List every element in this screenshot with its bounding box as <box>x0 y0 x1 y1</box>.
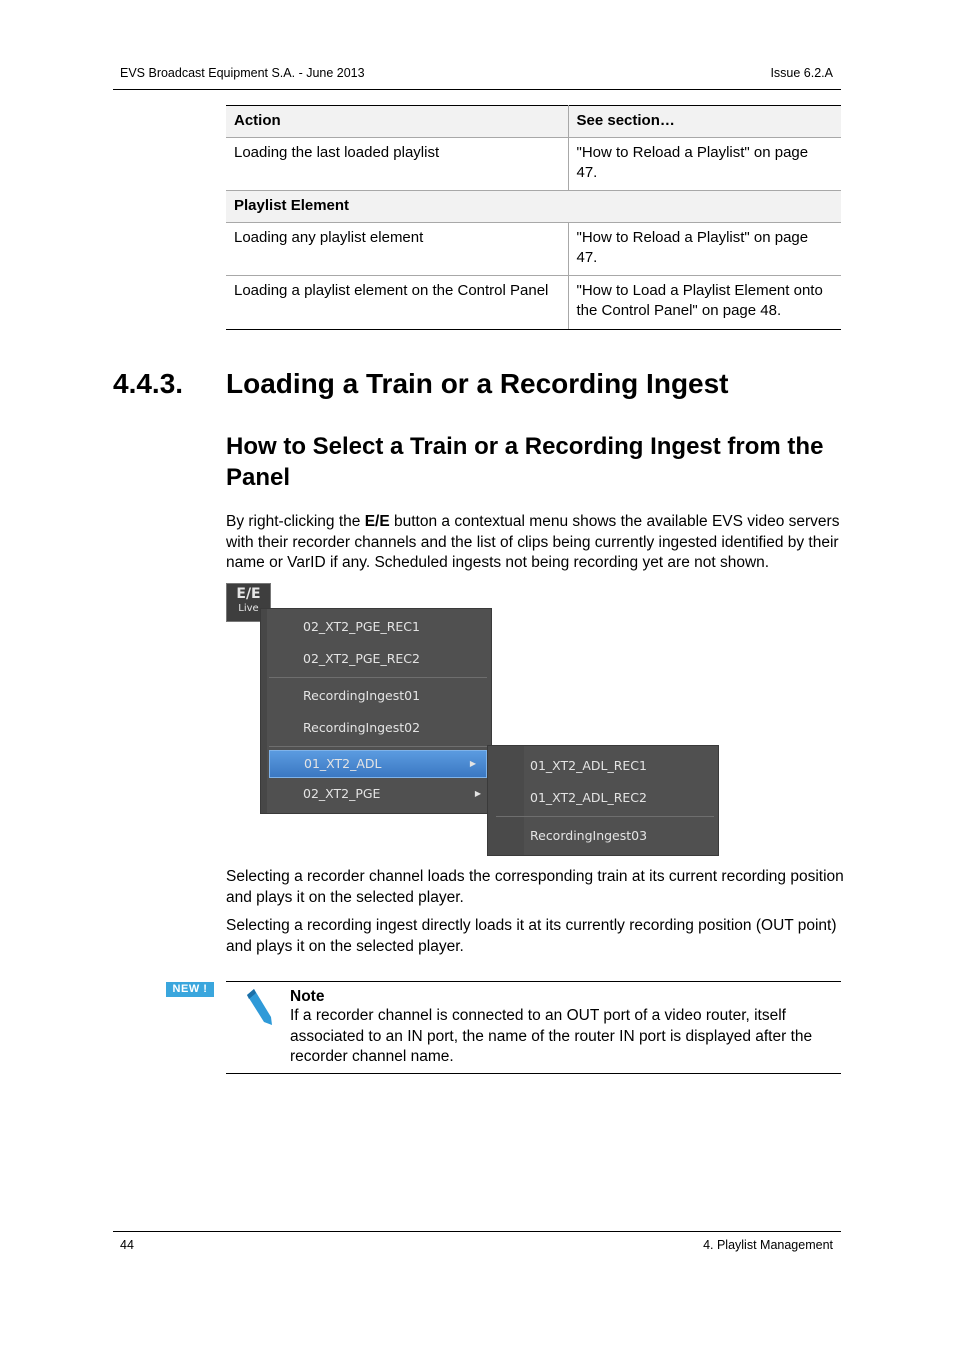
note-bottom-rule <box>226 1073 841 1074</box>
menu-item-label: 02_XT2_PGE_REC2 <box>303 651 420 666</box>
intro-text: By right-clicking the <box>226 513 365 530</box>
menu-item-label: RecordingIngest01 <box>303 688 421 703</box>
paragraph: Selecting a recording ingest directly loads it at its currently recording position (OUT point) and plays it on the selected player. <box>226 917 837 955</box>
menu-item-02-xt2-pge-rec1[interactable] <box>261 612 491 642</box>
reference-table <box>226 105 841 330</box>
table-cell: Loading any playlist element <box>226 223 568 276</box>
table-header-row <box>226 106 841 138</box>
menu-item-label: RecordingIngest03 <box>530 828 648 843</box>
header-rule <box>113 89 841 90</box>
menu-item-label: 02_XT2_PGE <box>303 786 381 801</box>
menu-item-recordingingest01[interactable] <box>261 681 491 711</box>
table-cell: Loading the last loaded playlist <box>226 138 568 191</box>
submenu-item-01-xt2-adl-rec1[interactable] <box>488 751 718 781</box>
table-header-section: See section… <box>568 106 841 138</box>
menu-item-label: 02_XT2_PGE_REC1 <box>303 619 420 634</box>
paragraph: Selecting a recorder channel loads the corresponding train at its current recording position and plays it on the selected player. <box>226 868 844 906</box>
menu-separator <box>269 677 487 678</box>
ee-button-sublabel: Live <box>238 603 259 614</box>
table-row <box>226 138 841 191</box>
note-text: If a recorder channel is connected to an OUT port of a video router, itself associated to an IN port, the name of the router IN port is displayed after the recorder channel name. <box>290 1007 813 1065</box>
section-title: Loading a Train or a Recording Ingest <box>226 368 729 399</box>
footer-chapter: 4. Playlist Management <box>703 1238 833 1252</box>
note-title: Note <box>290 988 325 1005</box>
footer-page-number: 44 <box>120 1238 134 1252</box>
intro-paragraph <box>226 512 844 574</box>
menu-item-label: 01_XT2_ADL <box>304 756 382 771</box>
submenu-item-01-xt2-adl-rec2[interactable] <box>488 783 718 813</box>
note-top-rule <box>226 981 841 982</box>
menu-separator <box>496 816 714 817</box>
new-badge: NEW ! <box>166 982 214 997</box>
subsection-title: How to Select a Train or a Recording Ingest from the Panel <box>226 433 824 491</box>
menu-item-label: RecordingIngest02 <box>303 720 421 735</box>
menu-item-recordingingest02[interactable] <box>261 713 491 743</box>
ee-button-label: E/E <box>236 586 261 602</box>
menu-item-01-xt2-adl[interactable] <box>269 750 487 778</box>
intro-text: button a contextual menu shows the available EVS video servers with their recorder channels and the list of clips being currently ingested identified by their name or VarID if any. Scheduled ingests not being recording yet are not shown. <box>226 513 840 571</box>
submenu-arrow-icon: ▶ <box>474 789 481 798</box>
table-header-action: Action <box>226 106 568 138</box>
pencil-icon <box>244 987 274 1027</box>
submenu <box>487 745 719 856</box>
table-cell: Loading a playlist element on the Control Panel <box>226 276 568 330</box>
table-row <box>226 276 841 330</box>
table-cell: "How to Reload a Playlist" on page 47. <box>568 223 841 276</box>
submenu-item-recordingingest03[interactable] <box>488 821 718 851</box>
table-section-label: Playlist Element <box>226 191 841 223</box>
section-number: 4.4.3. <box>113 368 184 399</box>
table-section-row <box>226 191 841 223</box>
intro-bold: E/E <box>364 513 390 530</box>
header-left: EVS Broadcast Equipment S.A. - June 2013 <box>120 66 365 80</box>
menu-item-02-xt2-pge[interactable] <box>261 779 491 809</box>
header-right: Issue 6.2.A <box>770 66 833 80</box>
context-menu <box>260 608 492 814</box>
menu-item-label: 01_XT2_ADL_REC1 <box>530 758 647 773</box>
footer-rule <box>113 1231 841 1232</box>
menu-separator <box>269 746 487 747</box>
table-cell: "How to Reload a Playlist" on page 47. <box>568 138 841 191</box>
submenu-arrow-icon: ▶ <box>469 759 476 768</box>
menu-item-label: 01_XT2_ADL_REC2 <box>530 790 647 805</box>
table-cell: "How to Load a Playlist Element onto the Control Panel" on page 48. <box>568 276 841 330</box>
table-row <box>226 223 841 276</box>
menu-item-02-xt2-pge-rec2[interactable] <box>261 644 491 674</box>
